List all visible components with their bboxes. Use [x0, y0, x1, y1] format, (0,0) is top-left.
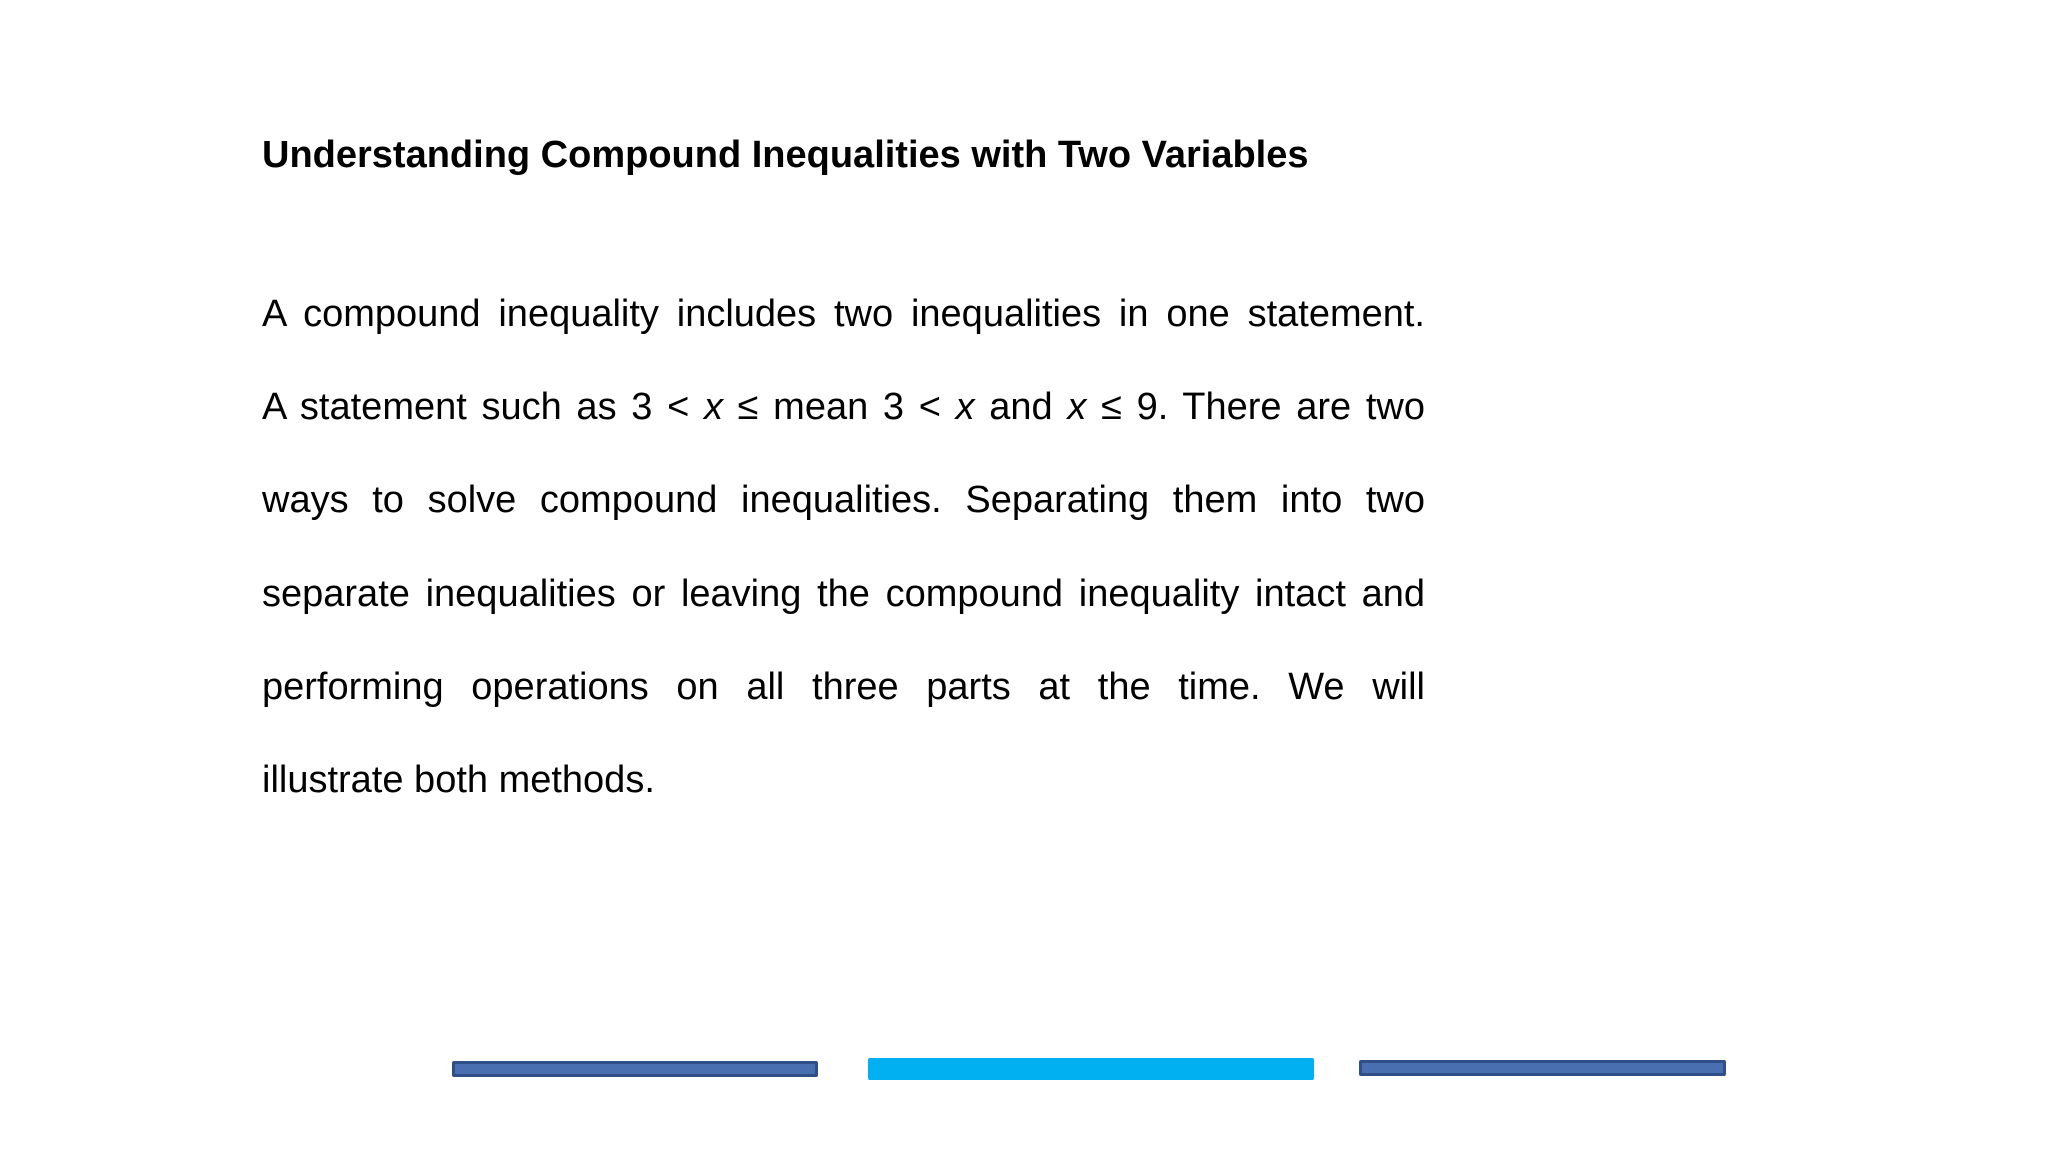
nav-bar-middle[interactable] [868, 1058, 1314, 1080]
line-2-text-part-1: A statement such as 3 < [262, 386, 704, 429]
slide-title: Understanding Compound Inequalities with Two Variables [262, 134, 1309, 176]
paragraph-line-4: separate inequalities or leaving the compound inequality intact and [262, 572, 1425, 615]
nav-bar-right[interactable] [1359, 1060, 1726, 1076]
nav-bar-left[interactable] [452, 1061, 818, 1077]
variable-x: x [955, 386, 975, 429]
line-2-text-part-2: ≤ mean 3 < [722, 386, 956, 429]
paragraph-line-6: illustrate both methods. [262, 758, 655, 801]
paragraph-line-1: A compound inequality includes two inequalities in one statement. [262, 293, 1425, 335]
variable-x: x [703, 386, 723, 429]
variable-x: x [1067, 386, 1087, 429]
paragraph-line-3: ways to solve compound inequalities. Separating them into two [262, 479, 1425, 522]
line-2-text-part-3: and [974, 386, 1068, 429]
paragraph-line-2 [262, 361, 1425, 454]
line-2-text-part-4: ≤ 9. There are two [1086, 386, 1425, 429]
paragraph-line-5: performing operations on all three parts at the time. We will [262, 665, 1425, 708]
slide-paragraph [262, 268, 1425, 827]
